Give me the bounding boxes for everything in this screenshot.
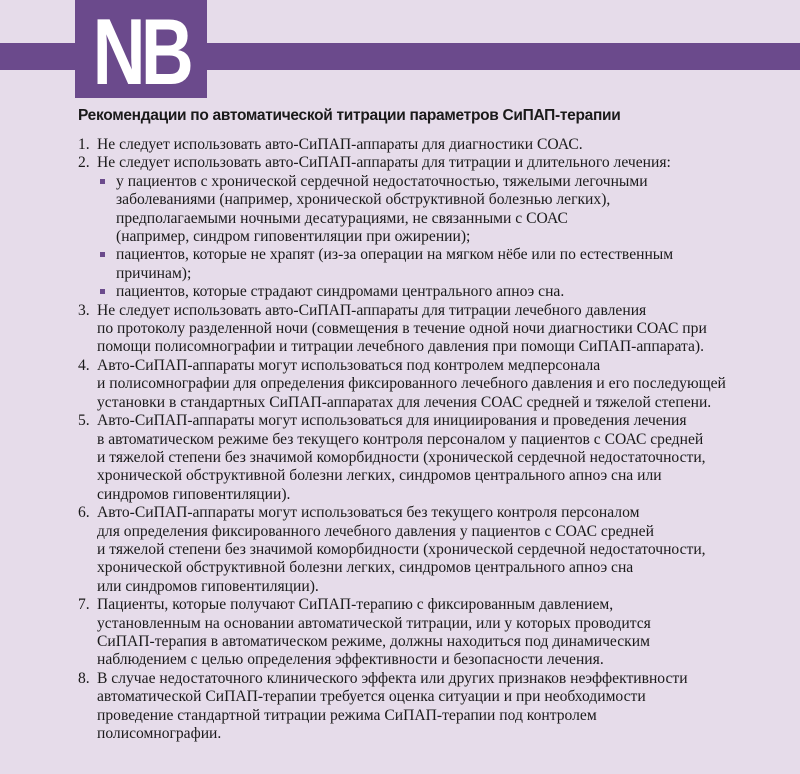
- nb-badge: [75, 0, 207, 104]
- list-item-number: 1.: [78, 136, 90, 153]
- sub-list-item-text-line: (например, синдром гиповентиляции при ожирении);: [116, 228, 471, 246]
- list-item-text-line: установленным на основании автоматической титрации, или у которых проводится: [97, 614, 651, 632]
- list-item: [78, 357, 794, 412]
- list-item-text-line: синдромов гиповентиляции).: [97, 485, 291, 503]
- list-item-number: 6.: [78, 504, 90, 522]
- list-item-text-line: полисомнографии.: [97, 725, 222, 742]
- list-item-text-line: Не следует использовать авто-СиПАП-аппараты для диагностики СОАС.: [97, 136, 583, 153]
- section-heading: Рекомендации по автоматической титрации параметров СиПАП-терапии: [78, 107, 621, 124]
- list-item-text-line: наблюдением с целью определения эффективности и безопасности лечения.: [97, 651, 604, 669]
- list-item-text-line: автоматической СиПАП-терапии требуется оценка ситуации и при необходимости: [97, 688, 646, 706]
- list-item-text-line: Авто-СиПАП-аппараты могут использоваться для инициирования и проведения лечения: [97, 412, 687, 430]
- list-item-text-line: СиПАП-терапия в автоматическом режиме, должны находиться под динамическим: [97, 632, 650, 650]
- list-item: [78, 136, 794, 154]
- list-item-number: 3.: [78, 301, 90, 319]
- sub-list-item: [78, 283, 794, 301]
- list-item-text-line: Пациенты, которые получают СиПАП-терапию с фиксированным давлением,: [97, 596, 614, 614]
- square-bullet-icon: [100, 252, 105, 257]
- list-item-text-line: или синдромов гиповентиляции).: [97, 577, 319, 595]
- sub-list-item-text-line: пациентов, которые страдают синдромами центрального апноэ сна.: [116, 283, 565, 301]
- list-item-text-line: Авто-СиПАП-аппараты могут использоваться без текущего контроля персоналом: [97, 504, 640, 522]
- list-item: [78, 302, 794, 357]
- list-item-number: 8.: [78, 669, 90, 687]
- list-item-text-line: Авто-СиПАП-аппараты могут использоваться под контролем медперсонала: [97, 356, 601, 374]
- list-item-number: 5.: [78, 412, 90, 430]
- list-item-text-line: Не следует использовать авто-СиПАП-аппараты для титрации и длительного лечения:: [97, 154, 671, 172]
- recommendations-list: [78, 136, 794, 743]
- sub-list-item-text-line: заболеваниями (например, хронической обструктивной болезнью легких),: [116, 191, 611, 209]
- sub-list-item: [78, 246, 794, 283]
- list-item-text-line: для определения фиксированного лечебного давления у пациентов с СОАС средней: [97, 522, 654, 540]
- list-item: [78, 596, 794, 670]
- list-item-text-line: хронической обструктивной болезни легких, синдромов центрального апноэ сна: [97, 559, 634, 577]
- list-item-text-line: В случае недостаточного клинического эффекта или других признаков неэффективности: [97, 669, 688, 687]
- list-item-text-line: в автоматическом режиме без текущего контроля персоналом у пациентов с СОАС средней: [97, 430, 704, 448]
- list-item-text-line: Не следует использовать авто-СиПАП-аппараты для титрации лечебного давления: [97, 301, 647, 319]
- nb-badge-text: NB: [92, 0, 190, 104]
- list-item-text-line: и тяжелой степени без значимой коморбидности (хронической сердечной недостаточности,: [97, 540, 706, 558]
- list-item-number: 7.: [78, 596, 90, 614]
- sub-list-item: [78, 173, 794, 247]
- sub-list-item-text-line: причинам);: [116, 264, 192, 282]
- list-item-number: 2.: [78, 154, 90, 172]
- list-item: [78, 504, 794, 596]
- list-item-text-line: проведение стандартной титрации режима СиПАП-терапии под контролем: [97, 706, 597, 724]
- square-bullet-icon: [100, 179, 105, 184]
- list-item: [78, 670, 794, 744]
- square-bullet-icon: [100, 289, 105, 294]
- sub-list-item-text-line: предполагаемыми ночными десатурациями, не связанными с СОАС: [116, 209, 568, 227]
- list-item: [78, 154, 794, 172]
- sub-list-item-text-line: у пациентов с хронической сердечной недостаточностью, тяжелыми легочными: [116, 172, 648, 190]
- list-item-text-line: помощи полисомнографии и титрации лечебного давления при помощи СиПАП-аппарата).: [97, 338, 704, 356]
- list-item-text-line: и полисомнографии для определения фиксированного лечебного давления и его последующей: [97, 375, 726, 393]
- list-item-text-line: по протоколу разделенной ночи (совмещения в течение одной ночи диагностики СОАС при: [97, 320, 707, 338]
- sub-list-item-text-line: пациентов, которые не храпят (из-за операции на мягком нёбе или по естественным: [116, 246, 674, 264]
- list-item-text-line: хронической обструктивной болезни легких, синдромов центрального апноэ сна или: [97, 467, 662, 485]
- list-item-number: 4.: [78, 356, 90, 374]
- list-item-text-line: и тяжелой степени без значимой коморбидности (хронической сердечной недостаточности,: [97, 448, 706, 466]
- list-item-text-line: установки в стандартных СиПАП-аппаратах для лечения СОАС средней и тяжелой степени.: [97, 393, 712, 411]
- list-item: [78, 412, 794, 504]
